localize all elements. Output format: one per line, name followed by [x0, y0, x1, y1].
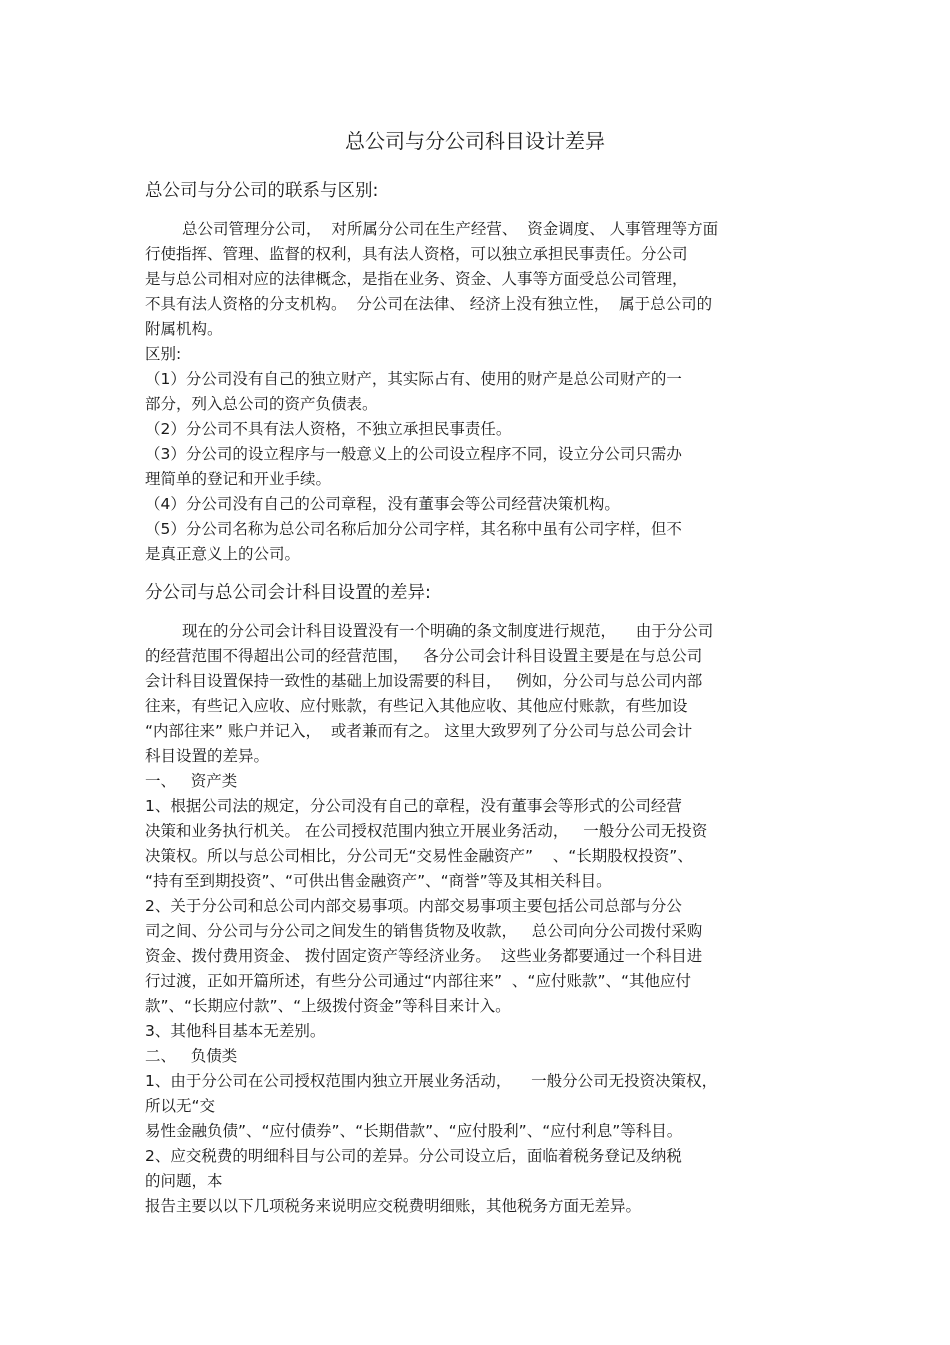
paragraph-line: 会计科目设置保持一致性的基础上加设需要的科目， 例如，分公司与总公司内部	[145, 672, 703, 690]
paragraph-line: 款”、“长期应付款”、“上级拨付资金”等科目来计入。	[145, 997, 511, 1015]
paragraph-line: 司之间、分公司与分公司之间发生的销售货物及收款， 总公司向分公司拨付采购	[145, 922, 703, 940]
paragraph-line: 是与总公司相对应的法律概念，是指在业务、资金、人事等方面受总公司管理，	[145, 270, 688, 288]
paragraph-line: 区别:	[145, 345, 182, 363]
paragraph-line: 所以无“交	[145, 1097, 216, 1115]
paragraph-line: 不具有法人资格的分支机构。 分公司在法律、 经济上没有独立性， 属于总公司的	[145, 295, 713, 313]
paragraph-line: 资金、拨付费用资金、 拨付固定资产等经济业务。 这些业务都要通过一个科目进	[145, 947, 703, 965]
paragraph-line: 往来，有些记入应收、应付账款，有些记入其他应收、其他应付账款，有些加设	[145, 697, 688, 715]
paragraph-line: 的经营范围不得超出公司的经营范围， 各分公司会计科目设置主要是在与总公司	[145, 647, 703, 665]
paragraph-line: 决策和业务执行机关。 在公司授权范围内独立开展业务活动， 一般分公司无投资	[145, 822, 708, 840]
paragraph-line: 附属机构。	[145, 320, 223, 338]
paragraph-line: 1、由于分公司在公司授权范围内独立开展业务活动， 一般分公司无投资决策权，	[145, 1072, 718, 1090]
paragraph-line: 决策权。所以与总公司相比，分公司无“交易性金融资产” 、“长期股权投资”、	[145, 847, 693, 865]
paragraph-line: 2、关于分公司和总公司内部交易事项。内部交易事项主要包括公司总部与分公	[145, 897, 682, 915]
paragraph-line: 部分，列入总公司的资产负债表。	[145, 395, 378, 413]
paragraph-line: 易性金融负债”、“应付债券”、“长期借款”、“应付股利”、“应付利息”等科目。	[145, 1122, 683, 1140]
paragraph-line: （1）分公司没有自己的独立财产，其实际占有、使用的财产是总公司财产的一	[145, 370, 682, 388]
paragraph-line: 总公司管理分公司， 对所属分公司在生产经营、 资金调度、 人事管理等方面	[182, 220, 719, 238]
subsection-heading-assets: 一、 资产类	[145, 772, 238, 790]
paragraph-line: 行过渡，正如开篇所述，有些分公司通过“内部往来” 、“应付账款”、“其他应付	[145, 972, 692, 990]
subsection-heading-liabilities: 二、 负债类	[145, 1047, 238, 1065]
paragraph-line: 科目设置的差异。	[145, 747, 270, 765]
paragraph-line: （5）分公司名称为总公司名称后加分公司字样，其名称中虽有公司字样，但不	[145, 520, 682, 538]
paragraph-line: （2）分公司不具有法人资格，不独立承担民事责任。	[145, 420, 512, 438]
paragraph-line: 的问题，本	[145, 1172, 223, 1190]
paragraph-line: （4）分公司没有自己的公司章程，没有董事会等公司经营决策机构。	[145, 495, 620, 513]
paragraph-line: 3、其他科目基本无差别。	[145, 1022, 326, 1040]
section-heading-differences: 分公司与总公司会计科目设置的差异:	[145, 583, 431, 603]
paragraph-line: “内部往来” 账户并记入， 或者兼而有之。 这里大致罗列了分公司与总公司会计	[145, 722, 693, 740]
paragraph-line: 是真正意义上的公司。	[145, 545, 301, 563]
paragraph-line: “持有至到期投资”、“可供出售金融资产”、“商誉”等及其相关科目。	[145, 872, 612, 890]
paragraph-line: 现在的分公司会计科目设置没有一个明确的条文制度进行规范， 由于分公司	[182, 622, 714, 640]
paragraph-line: 1、根据公司法的规定，分公司没有自己的章程，没有董事会等形式的公司经营	[145, 797, 682, 815]
section-heading-relationship: 总公司与分公司的联系与区别:	[145, 181, 379, 201]
paragraph-line: 行使指挥、管理、监督的权利，具有法人资格，可以独立承担民事责任。分公司	[145, 245, 688, 263]
paragraph-line: 理简单的登记和开业手续。	[145, 470, 332, 488]
paragraph-line: （3）分公司的设立程序与一般意义上的公司设立程序不同，设立分公司只需办	[145, 445, 682, 463]
paragraph-line: 2、应交税费的明细科目与公司的差异。分公司设立后，面临着税务登记及纳税	[145, 1147, 682, 1165]
document-title: 总公司与分公司科目设计差异	[345, 129, 605, 153]
paragraph-line: 报告主要以以下几项税务来说明应交税费明细账，其他税务方面无差异。	[145, 1197, 642, 1215]
